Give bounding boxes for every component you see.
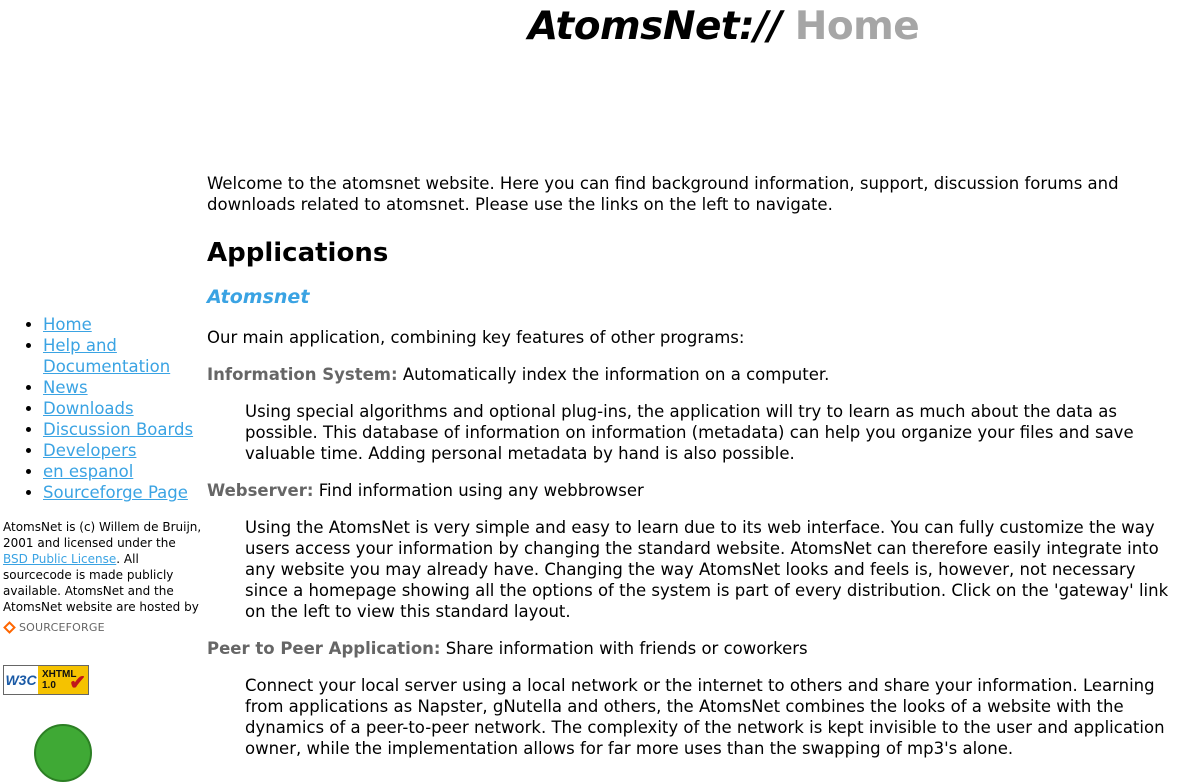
xhtml-standard-label xyxy=(38,666,88,694)
app-lead-paragraph: Our main application, combining key features of other programs: xyxy=(207,328,745,347)
sourceforge-logo-text: SOURCEFORGE xyxy=(19,621,105,634)
feature-summary: Find information using any webbrowser xyxy=(313,481,644,500)
nav-item-sourceforge xyxy=(43,482,200,503)
site-title xyxy=(528,4,919,50)
credits-text-before: AtomsNet is (c) Willem de Bruijn, 2001 and licensed under the xyxy=(3,520,202,550)
w3c-logo-icon: W3C xyxy=(5,672,37,688)
sourceforge-logo[interactable] xyxy=(3,621,105,634)
intro-paragraph: Welcome to the atomsnet website. Here you can find background information, support, discussion forums and downloads related to atomsnet. Please use the links on the left to navigate. xyxy=(207,174,1119,214)
app-heading-atomsnet: Atomsnet xyxy=(207,286,310,308)
feature-description: Connect your local server using a local network or the internet to others and share your information. Learning from applications as Napster, gNutella and others, the AtomsNet combines the looks of a website with the dynamics of a peer-to-peer network. The complexity of the network is kept invisible to the user and application owner, while the implementation allows for far more uses than the swapping of mp3's alone. xyxy=(245,676,1165,758)
credits-text-after: . All sourcecode is made publicly available. AtomsNet and the AtomsNet website are hosted by xyxy=(3,552,199,614)
feature-description: Using special algorithms and optional plug-ins, the application will try to learn as much about the data as possible. This database of information on information (metadata) can help you organize your files and save valuable time. Adding personal metadata by hand is also possible. xyxy=(245,402,1134,463)
nav-link-home[interactable]: Home xyxy=(43,315,92,334)
nav-link-sourceforge-page[interactable]: Sourceforge Page xyxy=(43,483,188,502)
xhtml-label: XHTML xyxy=(42,669,77,680)
nav-item-home xyxy=(43,314,200,335)
sourceforge-diamond-icon xyxy=(3,621,16,634)
checkmark-icon: ✔ xyxy=(69,672,86,694)
nav-item-help xyxy=(43,335,200,377)
feature-webserver xyxy=(207,480,1182,501)
nav-item-espanol xyxy=(43,461,200,482)
credits-text xyxy=(3,519,203,615)
nav-link-en-espanol[interactable]: en espanol xyxy=(43,462,134,481)
w3c-xhtml-badge[interactable] xyxy=(3,665,89,695)
feature-peer-to-peer xyxy=(207,638,1182,659)
feature-term: Peer to Peer Application: xyxy=(207,639,441,658)
nav-link-news[interactable]: News xyxy=(43,378,88,397)
nav-link-downloads[interactable]: Downloads xyxy=(43,399,134,418)
feature-summary: Automatically index the information on a computer. xyxy=(397,365,830,384)
applications-heading: Applications xyxy=(207,238,389,268)
nav-item-discussion xyxy=(43,419,200,440)
feature-term: Webserver: xyxy=(207,481,314,500)
nav-item-developers xyxy=(43,440,200,461)
feature-summary: Share information with friends or coworkers xyxy=(440,639,808,658)
nav-item-news xyxy=(43,377,200,398)
xhtml-version: 1.0 xyxy=(42,680,56,691)
page-section-title: Home xyxy=(794,4,920,49)
nav-link-developers[interactable]: Developers xyxy=(43,441,137,460)
green-badge-icon[interactable] xyxy=(34,724,92,782)
bsd-license-link[interactable]: BSD Public License xyxy=(3,552,117,566)
main-content xyxy=(207,173,1182,775)
site-brand: AtomsNet:// xyxy=(528,4,782,49)
nav-link-discussion-boards[interactable]: Discussion Boards xyxy=(43,420,194,439)
sidebar-nav xyxy=(0,314,200,503)
feature-term: Information System: xyxy=(207,365,398,384)
feature-description: Using the AtomsNet is very simple and easy to learn due to its web interface. You can fully customize the way users access your information by changing the standard website. AtomsNet can therefore easily integrate into any website you may already have. Changing the way AtomsNet looks and feels is, however, not necessary since a homepage showing all the options of the system is part of every distribution. Click on the 'gateway' link on the left to view this standard layout. xyxy=(245,518,1169,621)
nav-item-downloads xyxy=(43,398,200,419)
feature-information-system xyxy=(207,364,1182,385)
nav-link-help-and-documentation[interactable]: Help and Documentation xyxy=(43,336,171,376)
